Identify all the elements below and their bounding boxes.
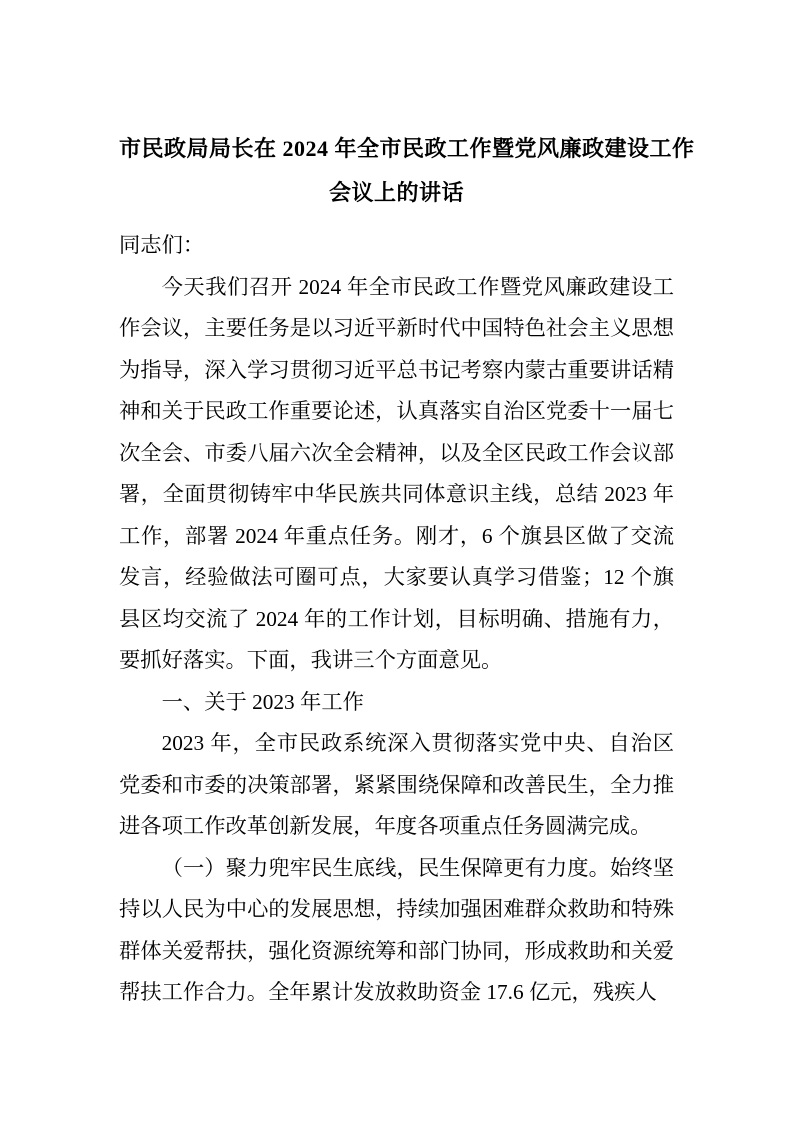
section-heading-2023-work: 一、关于 2023 年工作: [161, 689, 364, 714]
document-title-line-1: 市民政局局长在 2024 年全市民政工作暨党风廉政建设工作: [119, 136, 695, 161]
salutation-paragraph: 同志们：: [119, 233, 205, 257]
introduction-paragraph: 今天我们召开 2024 年全市民政工作暨党风廉政建设工作会议，主要任务是以习近平新时代中国特色社会主义思想为指导，深入学习贯彻习近平总书记考察内蒙古重要讲话精神和关于民政工作重要论述，认真落实自治区党委十一届七次全会、市委八届六次全会精神，以及全区民政工作会议部署，全面贯彻铸牢中华民族共同体意识主线，总结 2023 年工作，部署 2024 年重点任务。刚才，6 个旗县区做了交流发言，经验做法可圈可点，大家要认真学习借鉴；12 个旗县区均交流了 2024 年的工作计划，目标明确、措施有力，要抓好落实。下面，我讲三个方面意见。: [119, 274, 674, 672]
subsection-livelihood-paragraph: （一）聚力兜牢民生底线，民生保障更有力度。始终坚持以人民为中心的发展思想，持续加强困难群众救助和特殊群体关爱帮扶，强化资源统筹和部门协同，形成救助和关爱帮扶工作合力。全年累计发放救助资金 17.6 亿元，残疾人: [119, 855, 674, 1004]
document-content: [119, 127, 695, 1014]
document-title-line-2: 会议上的讲话: [328, 180, 464, 205]
section-overview-paragraph: 2023 年，全市民政系统深入贯彻落实党中央、自治区党委和市委的决策部署，紧紧围绕保障和改善民生，全力推进各项工作改革创新发展，年度各项重点任务圆满完成。: [119, 731, 674, 838]
document-title: [119, 127, 695, 215]
